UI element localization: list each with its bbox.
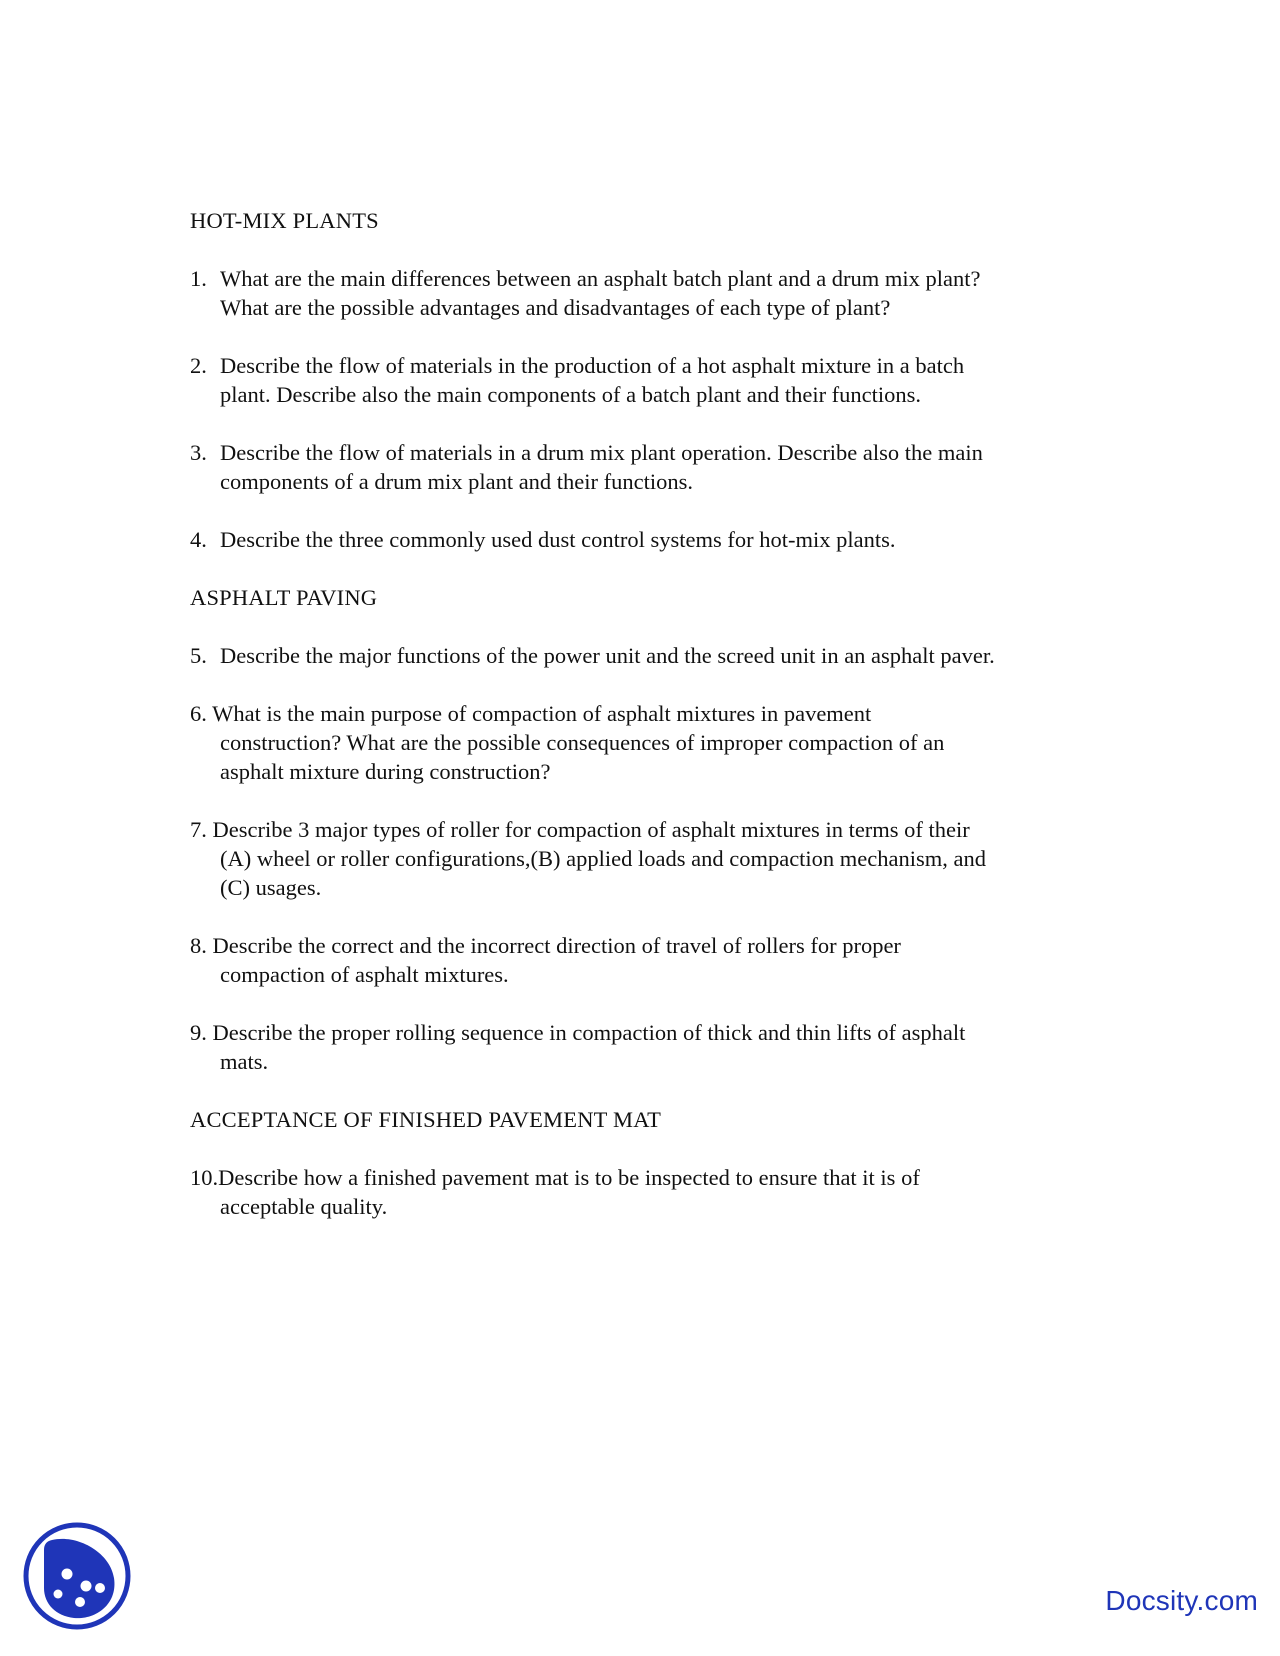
question-1 (190, 264, 1110, 322)
question-6 (190, 699, 1110, 786)
question-5 (190, 641, 1110, 670)
question-text-line: (A) wheel or roller configurations,(B) applied loads and compaction mechanism, and (220, 846, 987, 871)
question-text-line: plant. Describe also the main components of a batch plant and their functions. (220, 382, 922, 407)
question-text-line: Describe the flow of materials in a drum mix plant operation. Describe also the main (220, 440, 983, 465)
question-text-line: What are the main differences between an asphalt batch plant and a drum mix plant? (220, 266, 981, 291)
question-number: 8. (190, 933, 207, 958)
question-10 (190, 1163, 1110, 1221)
question-text-line: Describe how a finished pavement mat is to be inspected to ensure that it is of (218, 1165, 920, 1190)
question-text-line: asphalt mixture during construction? (220, 759, 551, 784)
question-text-line: mats. (220, 1049, 269, 1074)
question-number: 1. (190, 266, 207, 291)
question-4 (190, 525, 1110, 554)
question-text-line: Describe the three commonly used dust control systems for hot-mix plants. (220, 527, 896, 552)
docsity-watermark-link[interactable]: Docsity.com (1105, 1585, 1258, 1616)
question-text-line: Describe the proper rolling sequence in compaction of thick and thin lifts of asphalt (212, 1020, 966, 1045)
question-text-line: compaction of asphalt mixtures. (220, 962, 509, 987)
question-text-line: construction? What are the possible consequences of improper compaction of an (220, 730, 945, 755)
question-number: 6. (190, 701, 207, 726)
question-text-line: (C) usages. (220, 875, 322, 900)
question-text-line: What is the main purpose of compaction of asphalt mixtures in pavement (212, 701, 872, 726)
question-2 (190, 351, 1110, 409)
document-content (190, 206, 1110, 1250)
docsity-logo-icon[interactable] (22, 1520, 132, 1632)
question-8 (190, 931, 1110, 989)
question-number: 4. (190, 527, 207, 552)
question-number: 3. (190, 440, 207, 465)
question-text-line: acceptable quality. (220, 1194, 388, 1219)
question-number: 2. (190, 353, 207, 378)
question-text-line: components of a drum mix plant and their functions. (220, 469, 694, 494)
question-3 (190, 438, 1110, 496)
question-text-line: What are the possible advantages and disadvantages of each type of plant? (220, 295, 891, 320)
question-number: 7. (190, 817, 207, 842)
section-heading-asphalt-paving: ASPHALT PAVING (190, 585, 378, 610)
question-number: 10. (190, 1165, 219, 1190)
question-number: 5. (190, 643, 207, 668)
question-text-line: Describe the flow of materials in the production of a hot asphalt mixture in a batch (220, 353, 965, 378)
question-text-line: Describe the correct and the incorrect direction of travel of rollers for proper (212, 933, 901, 958)
question-9 (190, 1018, 1110, 1076)
question-text-line: Describe 3 major types of roller for compaction of asphalt mixtures in terms of their (212, 817, 970, 842)
section-heading-hot-mix-plants: HOT-MIX PLANTS (190, 208, 379, 233)
section-heading-acceptance: ACCEPTANCE OF FINISHED PAVEMENT MAT (190, 1107, 662, 1132)
question-number: 9. (190, 1020, 207, 1045)
question-7 (190, 815, 1110, 902)
question-text-line: Describe the major functions of the power unit and the screed unit in an asphalt paver. (220, 643, 995, 668)
